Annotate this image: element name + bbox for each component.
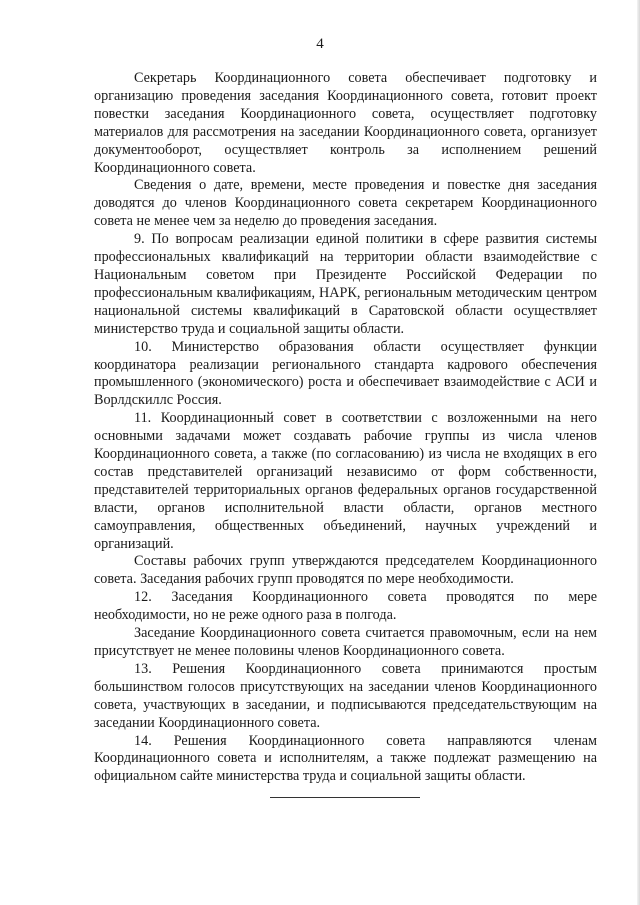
paragraph-item-9: 9. По вопросам реализации единой политики в сфере развития системы профессиональных квалификаций на территории области взаимодействие с Национальным советом при Президенте Российской Федерации по профессиональным квалификациям, НАРК, региональным методическим центром национальной системы квалификаций в Саратовской области осуществляет министерство труда и социальной защиты области.	[94, 231, 597, 337]
paragraph-item-11: 11. Координационный совет в соответствии с возложенными на него основными задачами может создавать рабочие группы из числа членов Координационного совета, а также (по согласованию) из числа не входящих в его состав представителей организаций независимо от форм собственности, представителей территориальных органов федеральных органов государственной власти, органов исполнительной власти области, органов местного самоуправления, общественных объединений, научных учреждений и организаций.	[94, 410, 597, 552]
paragraph-item-10: 10. Министерство образования области осуществляет функции координатора реализации регионального стандарта кадрового обеспечения промышленного (экономического) роста и обеспечивает взаимодействие с АСИ и Ворлдскиллс Россия.	[94, 338, 597, 409]
page-number: 4	[316, 36, 324, 52]
paragraph-working-groups: Составы рабочих групп утверждаются председателем Координационного совета. Заседания рабочих групп проводятся по мере необходимости.	[94, 553, 597, 588]
paragraph-meeting-notice: Сведения о дате, времени, месте проведения и повестке дня заседания доводятся до членов Координационного совета секретарем Координационного совета не менее чем за неделю до проведения заседания.	[94, 177, 597, 230]
end-separator-line	[270, 797, 420, 798]
paragraph-quorum: Заседание Координационного совета считается правомочным, если на нем присутствует не менее половины членов Координационного совета.	[94, 625, 597, 659]
document-body	[94, 70, 597, 786]
paragraph-item-14: 14. Решения Координационного совета направляются членам Координационного совета и исполнителям, а также подлежат размещению на официальном сайте министерства труда и социальной защиты области.	[94, 732, 597, 785]
paragraph-secretary-duties: Секретарь Координационного совета обеспечивает подготовку и организацию проведения заседания Координационного совета, готовит проект повестки заседания Координационного совета, осуществляет подготовку материалов для рассмотрения на заседании Координационного совета, организует документооборот, осуществляет контроль за исполнением решений Координационного совета.	[94, 70, 597, 176]
paragraph-item-12: 12. Заседания Координационного совета проводятся по мере необходимости, но не реже одного раза в полгода.	[94, 589, 597, 624]
paragraph-item-13: 13. Решения Координационного совета принимаются простым большинством голосов присутствующих на заседании членов Координационного совета, участвующих в заседании, и подписываются председательствующим на заседании Координационного совета.	[94, 660, 597, 731]
